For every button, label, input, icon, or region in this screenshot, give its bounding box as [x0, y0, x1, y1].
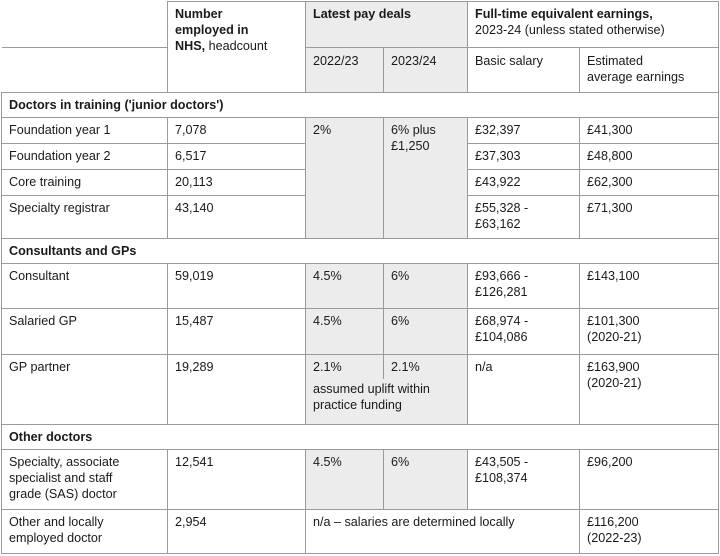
row-headcount: 7,078 — [168, 117, 306, 143]
row-role: Other and locally employed doctor — [2, 510, 168, 554]
header-headcount: Number employed in NHS, headcount — [168, 2, 306, 93]
header-2023: 2023/24 — [384, 47, 468, 92]
row-role: Specialty, associate specialist and staff grade (SAS) doctor — [2, 449, 168, 510]
row-estimated-earnings: £143,100 — [580, 263, 719, 308]
header-2022: 2022/23 — [306, 47, 384, 92]
row-headcount: 43,140 — [168, 196, 306, 239]
row-headcount: 6,517 — [168, 143, 306, 169]
row-deal-2023: 6% — [384, 449, 468, 510]
row-role: Specialty registrar — [2, 196, 168, 239]
row-headcount: 20,113 — [168, 169, 306, 195]
row-estimated-earnings: £48,800 — [580, 143, 719, 169]
doctors-pay-table — [1, 1, 719, 554]
row-basic-salary: £37,303 — [468, 143, 580, 169]
row-deal-2023: 6% — [384, 263, 468, 308]
row-role: GP partner — [2, 354, 168, 424]
corner-cell-2 — [2, 47, 168, 92]
row-locally-determined-note: n/a – salaries are determined locally — [306, 510, 580, 554]
row-deal-2023: 6% — [384, 308, 468, 354]
row-role: Core training — [2, 169, 168, 195]
header-estimated-earnings: Estimated average earnings — [580, 47, 719, 92]
header-basic-salary: Basic salary — [468, 47, 580, 92]
row-estimated-earnings: £116,200 (2022-23) — [580, 510, 719, 554]
row-role: Consultant — [2, 263, 168, 308]
row-estimated-earnings: £41,300 — [580, 117, 719, 143]
row-estimated-earnings: £101,300 (2020-21) — [580, 308, 719, 354]
header-pay-deals: Latest pay deals — [306, 2, 468, 48]
section-junior-doctors: Doctors in training ('junior doctors') — [2, 92, 719, 117]
row-basic-salary: £93,666 - £126,281 — [468, 263, 580, 308]
row-headcount: 59,019 — [168, 263, 306, 308]
row-basic-salary: n/a — [468, 354, 580, 424]
row-headcount: 15,487 — [168, 308, 306, 354]
row-estimated-earnings: £163,900 (2020-21) — [580, 354, 719, 424]
section-other-doctors: Other doctors — [2, 424, 719, 449]
section-consultants-gps: Consultants and GPs — [2, 238, 719, 263]
row-deal-2023: 2.1% — [384, 354, 468, 379]
row-estimated-earnings: £96,200 — [580, 449, 719, 510]
corner-cell — [2, 2, 168, 48]
row-basic-salary: £32,397 — [468, 117, 580, 143]
junior-deal-2023: 6% plus £1,250 — [384, 117, 468, 238]
row-headcount: 2,954 — [168, 510, 306, 554]
row-deal-2022: 4.5% — [306, 449, 384, 510]
row-basic-salary: £68,974 - £104,086 — [468, 308, 580, 354]
row-basic-salary: £43,505 - £108,374 — [468, 449, 580, 510]
row-role: Foundation year 1 — [2, 117, 168, 143]
row-headcount: 19,289 — [168, 354, 306, 424]
row-headcount: 12,541 — [168, 449, 306, 510]
gp-partner-note: assumed uplift within practice funding — [306, 379, 468, 424]
junior-deal-2022: 2% — [306, 117, 384, 238]
header-fte: Full-time equivalent earnings, 2023-24 (unless stated otherwise) — [468, 2, 719, 48]
row-deal-2022: 2.1% — [306, 354, 384, 379]
row-estimated-earnings: £71,300 — [580, 196, 719, 239]
row-deal-2022: 4.5% — [306, 263, 384, 308]
row-deal-2022: 4.5% — [306, 308, 384, 354]
row-basic-salary: £43,922 — [468, 169, 580, 195]
row-estimated-earnings: £62,300 — [580, 169, 719, 195]
row-role: Salaried GP — [2, 308, 168, 354]
row-basic-salary: £55,328 - £63,162 — [468, 196, 580, 239]
row-role: Foundation year 2 — [2, 143, 168, 169]
